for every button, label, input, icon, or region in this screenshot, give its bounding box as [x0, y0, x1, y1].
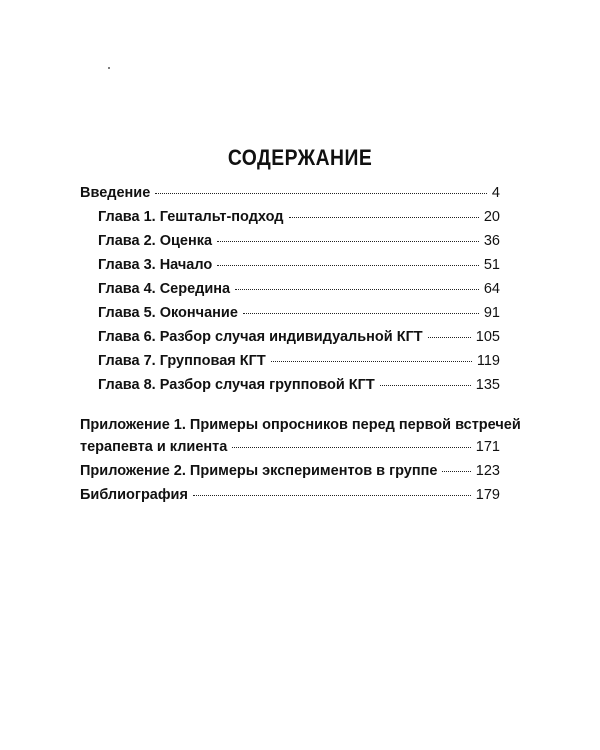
toc-entry-label: Глава 5. Окончание — [98, 305, 238, 321]
dot-leader — [289, 217, 479, 218]
toc-entry-label: Глава 6. Разбор случая индивидуальной КГТ — [98, 329, 423, 345]
toc-entry-appendix-1[interactable] — [80, 417, 521, 463]
dot-leader — [193, 495, 471, 496]
dot-leader — [217, 241, 479, 242]
toc-entry-chapter-2[interactable] — [80, 233, 500, 257]
dot-leader — [271, 361, 472, 362]
toc-entry-chapter-7[interactable] — [80, 353, 500, 377]
toc-entry-page: 135 — [475, 377, 500, 393]
toc-entry-page: 105 — [475, 329, 500, 345]
toc-entry-bibliography[interactable] — [80, 487, 500, 511]
toc-entry-chapter-5[interactable] — [80, 305, 500, 329]
dot-leader — [442, 471, 470, 472]
toc-entry-label-line-1: Приложение 1. Примеры опросников перед первой встречей — [80, 417, 521, 433]
toc-entry-label: Глава 4. Середина — [98, 281, 231, 297]
toc-entry-page: 91 — [483, 305, 500, 321]
toc-entry-label: Глава 1. Гештальт-подход — [98, 209, 284, 225]
page-title: СОДЕРЖАНИЕ — [227, 145, 373, 170]
toc-entry-label: Глава 2. Оценка — [98, 233, 213, 249]
toc-entry-chapter-3[interactable] — [80, 257, 500, 281]
toc-entry-page: 179 — [475, 487, 500, 503]
dot-leader — [232, 447, 470, 448]
toc-entry-label: Введение — [80, 185, 151, 201]
toc-entry-page: 64 — [483, 281, 500, 297]
toc-entry-label: Приложение 2. Примеры экспериментов в группе — [80, 463, 438, 479]
dot-leader — [380, 385, 471, 386]
dot-leader — [235, 289, 479, 290]
toc-entry-page: 123 — [475, 463, 500, 479]
toc-entry-page: 4 — [491, 185, 500, 201]
toc-entry-appendix-1-line-2 — [80, 439, 500, 463]
toc-entry-intro[interactable] — [80, 185, 500, 209]
toc-entry-chapter-4[interactable] — [80, 281, 500, 305]
toc-entry-chapter-6[interactable] — [80, 329, 500, 353]
dot-leader — [217, 265, 479, 266]
page-speck — [108, 67, 110, 69]
toc-entry-label: Глава 3. Начало — [98, 257, 213, 273]
table-of-contents — [80, 185, 521, 511]
toc-entry-label: Библиография — [80, 487, 188, 503]
toc-entry-page: 36 — [483, 233, 500, 249]
toc-entry-chapter-8[interactable] — [80, 377, 500, 401]
toc-entry-page: 119 — [476, 353, 500, 369]
toc-entry-appendix-2[interactable] — [80, 463, 500, 487]
toc-entry-label: Глава 7. Групповая КГТ — [98, 353, 266, 369]
toc-entry-page: 20 — [483, 209, 500, 225]
dot-leader — [243, 313, 479, 314]
section-gap — [80, 401, 500, 417]
toc-entry-chapter-1[interactable] — [80, 209, 500, 233]
toc-entry-label-line-2: терапевта и клиента — [80, 439, 228, 455]
toc-entry-label: Глава 8. Разбор случая групповой КГТ — [98, 377, 375, 393]
dot-leader — [155, 193, 487, 194]
toc-entry-page: 51 — [483, 257, 500, 273]
dot-leader — [428, 337, 471, 338]
toc-entry-page: 171 — [475, 439, 500, 455]
